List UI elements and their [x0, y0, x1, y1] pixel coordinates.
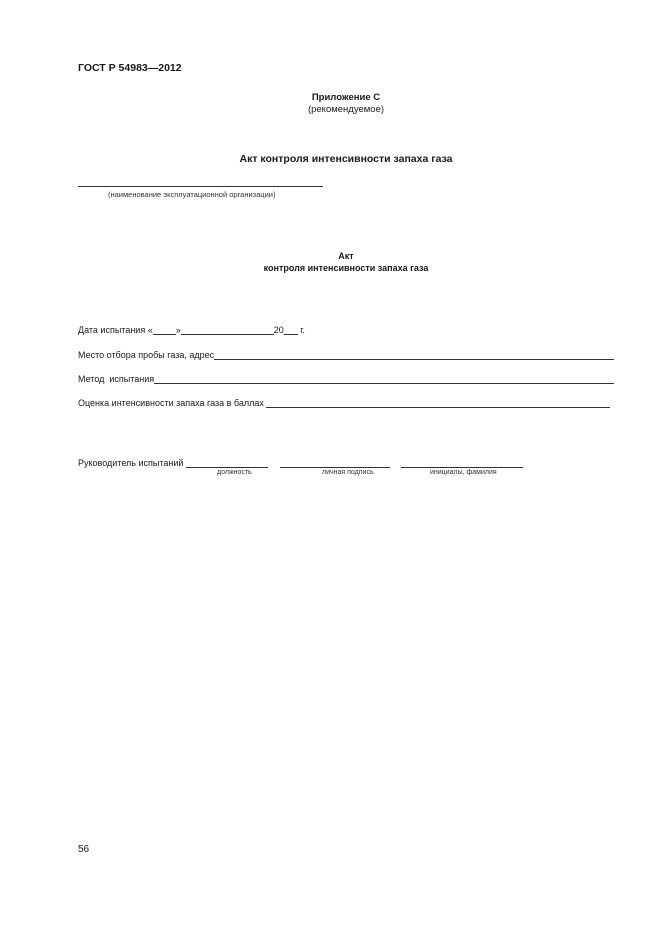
act-subheading: контроля интенсивности запаха газа [263, 263, 429, 273]
signer-name-caption: инициалы, фамилия [430, 469, 497, 476]
signer-signature-field[interactable] [280, 457, 390, 468]
test-method-row [78, 372, 614, 384]
appendix-title: Приложение С [311, 92, 381, 103]
test-date-quote: » [175, 325, 181, 335]
signer-row [78, 456, 523, 468]
test-date-suffix: г. [297, 325, 305, 335]
signer-name-field[interactable] [401, 457, 523, 468]
signer-position-caption: должность [217, 469, 252, 476]
organization-caption: (наименование эксплуатационной организации) [108, 190, 276, 199]
organization-name-field[interactable] [78, 186, 323, 187]
document-title: Акт контроля интенсивности запаха газа [239, 153, 453, 165]
test-method-label: Метод испытания [78, 374, 155, 384]
appendix-subtitle: (рекомендуемое) [307, 104, 385, 115]
signer-label: Руководитель испытаний [78, 458, 186, 468]
test-date-month-field[interactable] [181, 324, 274, 335]
odor-rating-label: Оценка интенсивности запаха газа в баллах [78, 398, 267, 408]
sampling-location-field[interactable] [214, 349, 614, 360]
signer-position-field[interactable] [186, 457, 268, 468]
test-date-year-field[interactable] [284, 324, 298, 335]
test-method-field[interactable] [154, 373, 614, 384]
odor-rating-field[interactable] [266, 397, 610, 408]
test-date-day-field[interactable] [153, 324, 176, 335]
odor-rating-row [78, 396, 610, 408]
test-date-label: Дата испытания « [78, 325, 153, 335]
act-heading: Акт [338, 251, 354, 261]
test-date-year-prefix: 20 [273, 325, 284, 335]
signer-signature-caption: личная подпись [322, 469, 374, 476]
test-date-row [78, 323, 305, 335]
page-number: 56 [78, 844, 90, 855]
sampling-location-row [78, 348, 614, 360]
standard-number: ГОСТ Р 54983—2012 [78, 62, 182, 74]
sampling-location-label: Место отбора пробы газа, адрес [78, 350, 215, 360]
